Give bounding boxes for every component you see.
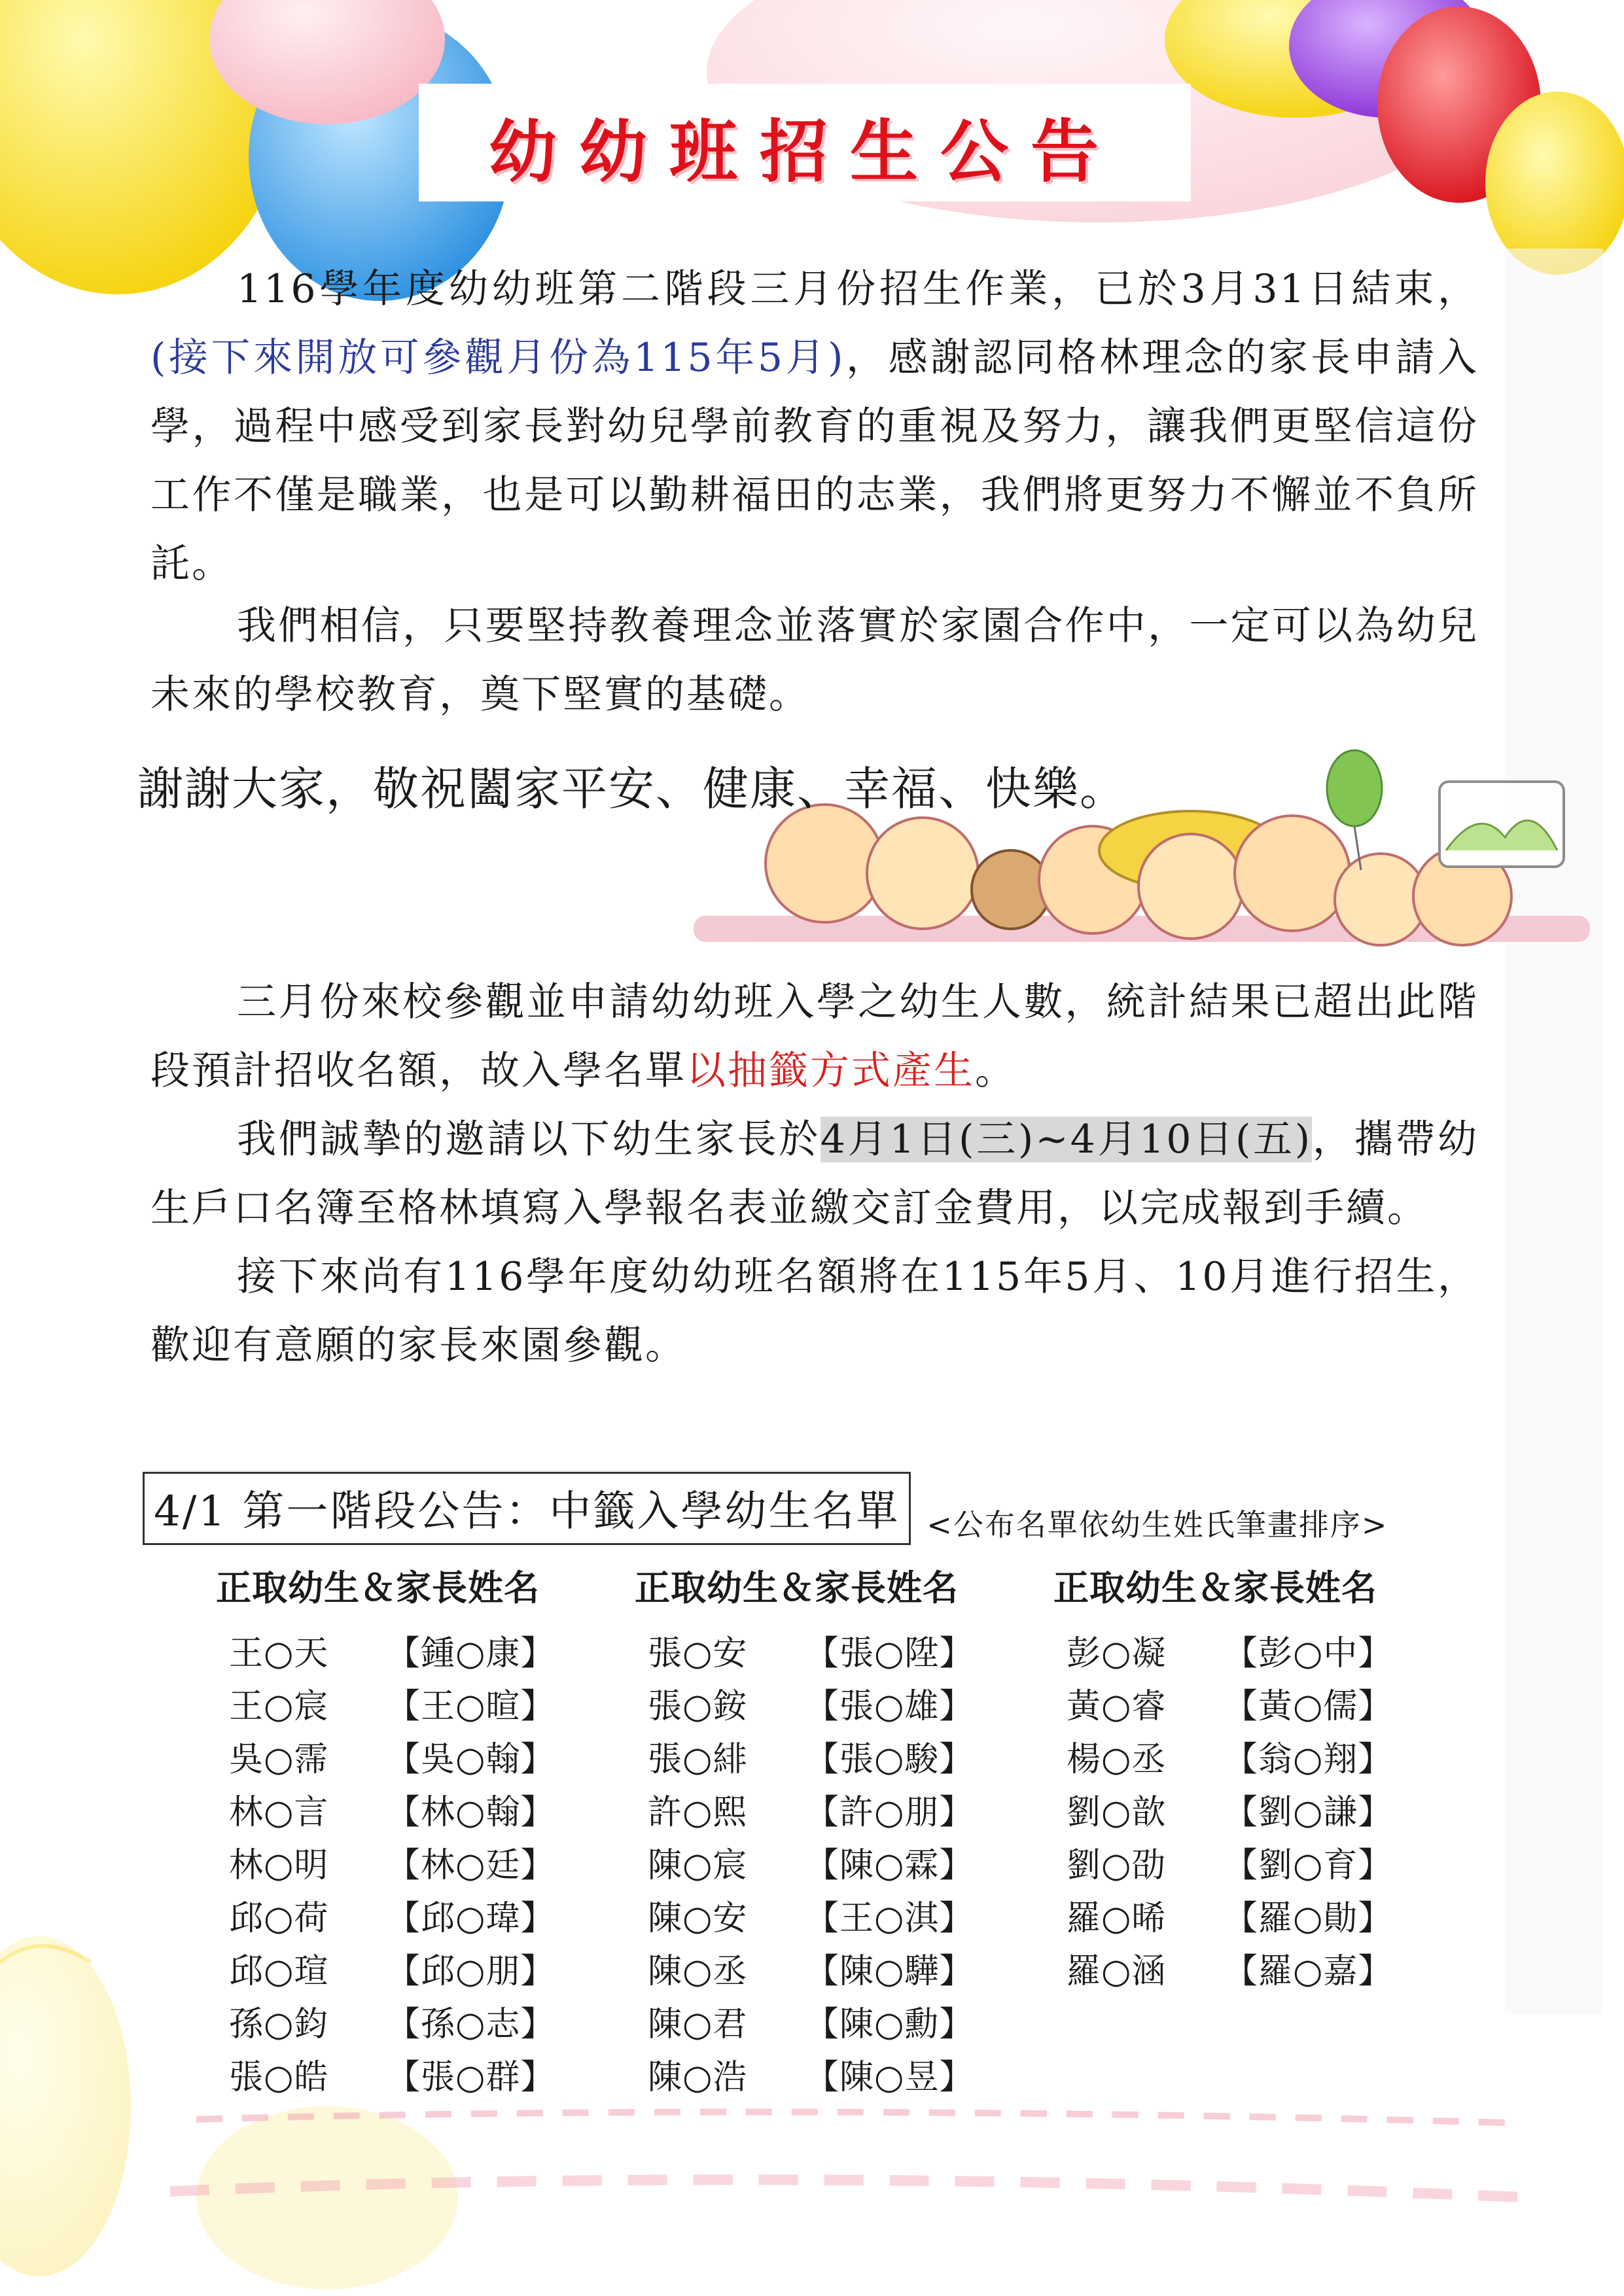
parent-name: 【張○群】 (386, 2058, 556, 2097)
list-item (216, 1837, 622, 1890)
parent-name: 【翁○翔】 (1224, 1740, 1393, 1779)
list-item (216, 1784, 622, 1837)
intro-paragraph-1 (150, 255, 1479, 599)
list-item (1053, 1784, 1459, 1837)
child-name: 邱○瑄 (229, 1952, 329, 1991)
parent-name: 【林○翰】 (386, 1793, 556, 1832)
page-title: 幼幼班招生公告 (488, 112, 1121, 192)
parent-name: 【王○淇】 (805, 1899, 974, 1938)
child-name: 羅○涵 (1067, 1952, 1167, 1991)
list-item (635, 1626, 1040, 1679)
child-name: 張○緋 (648, 1740, 748, 1779)
list-item (635, 1837, 1040, 1890)
column-header: 正取幼生＆家長姓名 (216, 1567, 540, 1609)
child-name: 陳○浩 (648, 2058, 748, 2097)
child-name: 王○宸 (229, 1687, 329, 1726)
list-item (1053, 1731, 1459, 1784)
list-item (216, 1731, 622, 1784)
child-name: 林○明 (229, 1846, 329, 1885)
details-text-b: 。 (975, 1048, 1016, 1094)
list-item (1053, 1890, 1459, 1943)
parent-name: 【張○駿】 (805, 1740, 974, 1779)
child-name: 陳○丞 (648, 1952, 748, 1991)
parent-name: 【許○朋】 (805, 1793, 974, 1832)
intro-paragraph-2: 我們相信，只要堅持教養理念並落實於家園合作中，一定可以為幼兒未來的學校教育，奠下堅實的基礎。 (150, 603, 1479, 718)
parent-name: 【陳○驊】 (805, 1952, 974, 1991)
list-item (216, 1679, 622, 1731)
child-name: 劉○歆 (1067, 1793, 1167, 1832)
name-list-column-3 (1053, 1560, 1459, 1996)
parent-name: 【劉○育】 (1224, 1846, 1393, 1885)
notice-sort-note: <公布名單依幼生姓氏筆畫排序> (927, 1506, 1388, 1542)
list-item (635, 2049, 1040, 2102)
parent-name: 【陳○勳】 (805, 2005, 974, 2044)
details-text-a: 三月份來校參觀並申請幼幼班入學之幼生人數，統計結果已超出此階段預計招收名額，故入學名單 (150, 979, 1479, 1094)
intro-text-a: 116學年度幼幼班第二階段三月份招生作業，已於3月31日結束， (237, 266, 1479, 312)
list-item (216, 2049, 622, 2102)
list-item (216, 1996, 622, 2049)
child-name: 楊○丞 (1067, 1740, 1167, 1779)
list-item (1053, 1626, 1459, 1679)
child-name: 林○言 (229, 1793, 329, 1832)
parent-name: 【羅○嘉】 (1224, 1952, 1393, 1991)
child-name: 孫○鈞 (229, 2005, 329, 2044)
list-item (216, 1943, 622, 1996)
name-list-column-2 (635, 1560, 1040, 2102)
parent-name: 【王○暄】 (386, 1687, 556, 1726)
child-name: 許○熙 (648, 1793, 748, 1832)
list-item (216, 1890, 622, 1943)
list-item (635, 1890, 1040, 1943)
parent-name: 【彭○中】 (1224, 1634, 1393, 1673)
list-item (635, 1731, 1040, 1784)
parent-name: 【林○廷】 (386, 1846, 556, 1885)
parent-name: 【劉○謙】 (1224, 1793, 1393, 1832)
lottery-note: 以抽籤方式產生 (686, 1048, 975, 1094)
child-name: 陳○安 (648, 1899, 748, 1938)
parent-name: 【鍾○康】 (386, 1634, 556, 1673)
list-item (635, 1784, 1040, 1837)
child-name: 吳○霈 (229, 1740, 329, 1779)
registration-dates: 4月1日(三)~4月10日(五) (820, 1117, 1313, 1162)
parent-name: 【吳○翰】 (386, 1740, 556, 1779)
parent-name: 【羅○勛】 (1224, 1899, 1393, 1938)
child-name: 羅○晞 (1067, 1899, 1167, 1938)
thanks-line: 謝謝大家，敬祝闔家平安、健康、幸福、快樂。 (137, 762, 1127, 816)
child-name: 劉○劭 (1067, 1846, 1167, 1885)
parent-name: 【陳○霖】 (805, 1846, 974, 1885)
intro-text-b: ，感謝認同格林理念的家長申請入學，過程中感受到家長對幼兒學前教育的重視及努力，讓我們更堅信這份工作不僅是職業，也是可以勤耕福田的志業，我們將更努力不懈並不負所託。 (150, 335, 1479, 587)
list-item (1053, 1943, 1459, 1996)
details-paragraph-3: 接下來尚有116學年度幼幼班名額將在115年5月、10月進行招生，歡迎有意願的家長來園參觀。 (150, 1254, 1479, 1368)
child-name: 王○天 (229, 1634, 329, 1673)
parent-name: 【張○陞】 (805, 1634, 974, 1673)
list-item (635, 1996, 1040, 2049)
parent-name: 【邱○朋】 (386, 1952, 556, 1991)
notice-label: 4/1 第一階段公告：中籤入學幼生名單 (143, 1472, 911, 1545)
child-name: 陳○君 (648, 2005, 748, 2044)
list-item (1053, 1679, 1459, 1731)
list-item (216, 1626, 622, 1679)
notice-header (143, 1472, 1517, 1545)
child-name: 張○皓 (229, 2058, 329, 2097)
parent-name: 【邱○瑋】 (386, 1899, 556, 1938)
invite-text-b: ，攜帶幼生戶口名簿至格林填寫入學報名表並繳交訂金費用，以完成報到手續。 (150, 1117, 1479, 1231)
column-header: 正取幼生＆家長姓名 (635, 1567, 959, 1609)
name-list-column-1 (216, 1560, 622, 2102)
parent-name: 【黃○儒】 (1224, 1687, 1393, 1726)
child-name: 彭○凝 (1067, 1634, 1167, 1673)
child-name: 黃○睿 (1067, 1687, 1167, 1726)
child-name: 張○銨 (648, 1687, 748, 1726)
title-banner (419, 84, 1191, 201)
child-name: 邱○荷 (229, 1899, 329, 1938)
list-item (635, 1943, 1040, 1996)
child-name: 陳○宸 (648, 1846, 748, 1885)
details-paragraph-2 (150, 1105, 1479, 1243)
visit-month-note: (接下來開放可參觀月份為115年5月) (150, 335, 845, 381)
invite-text-a: 我們誠摯的邀請以下幼生家長於 (237, 1117, 821, 1162)
details-paragraph-1 (150, 968, 1479, 1105)
parent-name: 【張○雄】 (805, 1687, 974, 1726)
intro-section (150, 255, 1479, 599)
parent-name: 【陳○昱】 (805, 2058, 974, 2097)
details-section (150, 968, 1479, 1380)
column-header: 正取幼生＆家長姓名 (1053, 1567, 1377, 1609)
list-item (1053, 1837, 1459, 1890)
list-item (635, 1679, 1040, 1731)
intro-section-2 (150, 592, 1479, 729)
parent-name: 【孫○志】 (386, 2005, 556, 2044)
child-name: 張○安 (648, 1634, 748, 1673)
